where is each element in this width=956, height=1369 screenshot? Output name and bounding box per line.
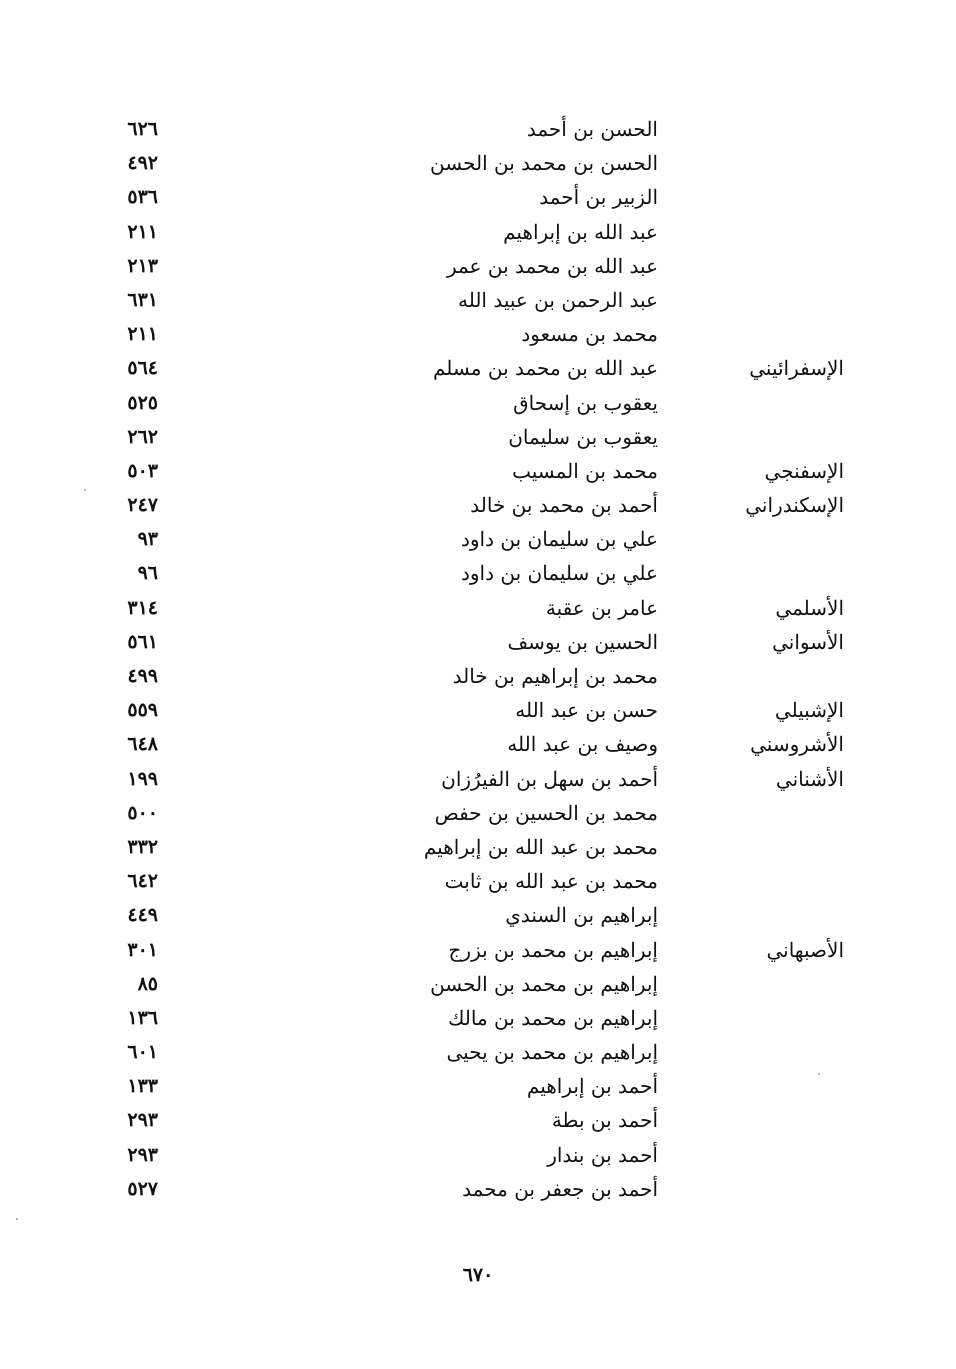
page-reference: ٩٦ [137, 562, 158, 585]
person-name: محمد بن مسعود [521, 322, 658, 347]
page-reference: ٥٣٦ [127, 186, 158, 209]
index-row [0, 115, 956, 149]
nisba-heading: الأشروسني [750, 732, 844, 757]
page-reference: ٣٠١ [127, 938, 158, 961]
nisba-heading: الإسفنجي [764, 458, 844, 483]
index-row [0, 354, 956, 388]
index-row [0, 525, 956, 559]
page-reference: ٦٠١ [127, 1041, 158, 1064]
person-name: يعقوب بن إسحاق [513, 390, 658, 415]
index-row [0, 628, 956, 662]
nisba-heading: الأسلمي [775, 595, 844, 620]
index-row [0, 1004, 956, 1038]
page-reference: ٢١١ [127, 220, 158, 243]
nisba-heading: الإسفرائيني [749, 356, 844, 381]
index-row [0, 423, 956, 457]
index-row [0, 970, 956, 1004]
person-name: محمد بن الحسين بن حفص [434, 800, 658, 825]
page-reference: ٩٣ [137, 528, 158, 551]
index-row [0, 696, 956, 730]
page-reference: ٥٠٣ [127, 459, 158, 482]
index-row [0, 218, 956, 252]
page-reference: ١٣٣ [127, 1075, 158, 1098]
person-name: أحمد بن إبراهيم [526, 1074, 658, 1099]
index-row [0, 662, 956, 696]
page-reference: ٤٩٢ [127, 152, 158, 175]
person-name: الحسن بن محمد بن الحسن [430, 151, 658, 176]
page-reference: ٢٩٣ [127, 1143, 158, 1166]
person-name: عبد الله بن محمد بن عمر [446, 253, 658, 278]
page-reference: ٥٠٠ [127, 801, 158, 824]
index-row [0, 457, 956, 491]
page-reference: ٥٥٩ [127, 699, 158, 722]
person-name: عبد الله بن إبراهيم [503, 219, 658, 244]
index-row [0, 389, 956, 423]
index-row [0, 252, 956, 286]
page-reference: ٥٢٧ [127, 1177, 158, 1200]
index-row [0, 1106, 956, 1140]
page-reference: ٣١٤ [127, 596, 158, 619]
index-row [0, 1141, 956, 1175]
person-name: حسن بن عبد الله [515, 698, 658, 723]
person-name: إبراهيم بن محمد بن مالك [447, 1005, 658, 1030]
person-name: إبراهيم بن السندي [505, 903, 658, 928]
person-name: إبراهيم بن محمد بن الحسن [430, 971, 658, 996]
name-index-list [0, 115, 956, 1209]
page-reference: ٣٣٢ [127, 835, 158, 858]
index-row [0, 183, 956, 217]
page-reference: ٥٢٥ [127, 391, 158, 414]
nisba-heading: الإسكندراني [745, 493, 844, 518]
index-row [0, 901, 956, 935]
page-number: ٦٧٠ [462, 1264, 494, 1286]
person-name: محمد بن إبراهيم بن خالد [452, 664, 658, 688]
index-row [0, 320, 956, 354]
index-row [0, 730, 956, 764]
page-reference: ٦٣١ [127, 288, 158, 311]
person-name: أحمد بن بطة [551, 1108, 658, 1133]
page-reference: ٢٦٢ [127, 425, 158, 448]
person-name: وصيف بن عبد الله [507, 732, 658, 757]
person-name: أحمد بن جعفر بن محمد [462, 1176, 658, 1201]
person-name: أحمد بن بندار [547, 1142, 658, 1167]
nisba-heading: الأشناني [775, 766, 844, 791]
index-row [0, 833, 956, 867]
index-row [0, 286, 956, 320]
index-row [0, 594, 956, 628]
index-row [0, 491, 956, 525]
page-reference: ٦٤٨ [127, 733, 158, 756]
scan-speck [84, 489, 86, 491]
index-row [0, 799, 956, 833]
index-row [0, 936, 956, 970]
person-name: الحسن بن أحمد [526, 117, 658, 141]
page-reference: ٤٩٩ [127, 665, 158, 687]
index-row [0, 867, 956, 901]
page-reference: ٦٤٢ [127, 870, 158, 893]
person-name: إبراهيم بن محمد بن يحيى [446, 1040, 658, 1065]
index-row [0, 1072, 956, 1106]
page-reference: ٦٢٦ [127, 118, 158, 140]
page-reference: ٢١٣ [127, 254, 158, 277]
scan-speck [818, 1073, 820, 1075]
person-name: يعقوب بن سليمان [508, 424, 658, 449]
page-reference: ٢٩٣ [127, 1109, 158, 1132]
index-row [0, 1175, 956, 1209]
nisba-heading: الأسواني [772, 629, 844, 654]
person-name: إبراهيم بن محمد بن بزرج [448, 937, 658, 962]
person-name: محمد بن عبد الله بن ثابت [444, 869, 658, 894]
person-name: أحمد بن محمد بن خالد [470, 493, 658, 518]
page-reference: ٢٤٧ [127, 494, 158, 517]
page-reference: ٨٥ [137, 972, 158, 995]
person-name: محمد بن المسيب [512, 458, 658, 483]
page-reference: ١٣٦ [127, 1006, 158, 1029]
page-reference: ٢١١ [127, 323, 158, 346]
index-row [0, 149, 956, 183]
index-row [0, 559, 956, 593]
person-name: علي بن سليمان بن داود [460, 561, 658, 586]
index-row [0, 1038, 956, 1072]
page-reference: ٥٦٤ [127, 357, 158, 380]
person-name: الحسين بن يوسف [507, 629, 658, 654]
nisba-heading: الإشبيلي [774, 698, 844, 723]
person-name: عبد الله بن محمد بن مسلم [433, 356, 658, 381]
person-name: محمد بن عبد الله بن إبراهيم [423, 834, 658, 859]
page-reference: ١٩٩ [127, 767, 158, 790]
page-reference: ٤٤٩ [127, 904, 158, 927]
nisba-heading: الأصبهاني [766, 937, 844, 962]
index-row [0, 765, 956, 799]
person-name: عبد الرحمن بن عبيد الله [457, 287, 658, 312]
person-name: أحمد بن سهل بن الفيرُزان [441, 766, 658, 791]
person-name: عامر بن عقبة [545, 595, 658, 620]
person-name: الزبير بن أحمد [539, 185, 658, 210]
page-reference: ٥٦١ [127, 630, 158, 653]
person-name: علي بن سليمان بن داود [460, 527, 658, 552]
scan-speck [16, 1218, 18, 1220]
